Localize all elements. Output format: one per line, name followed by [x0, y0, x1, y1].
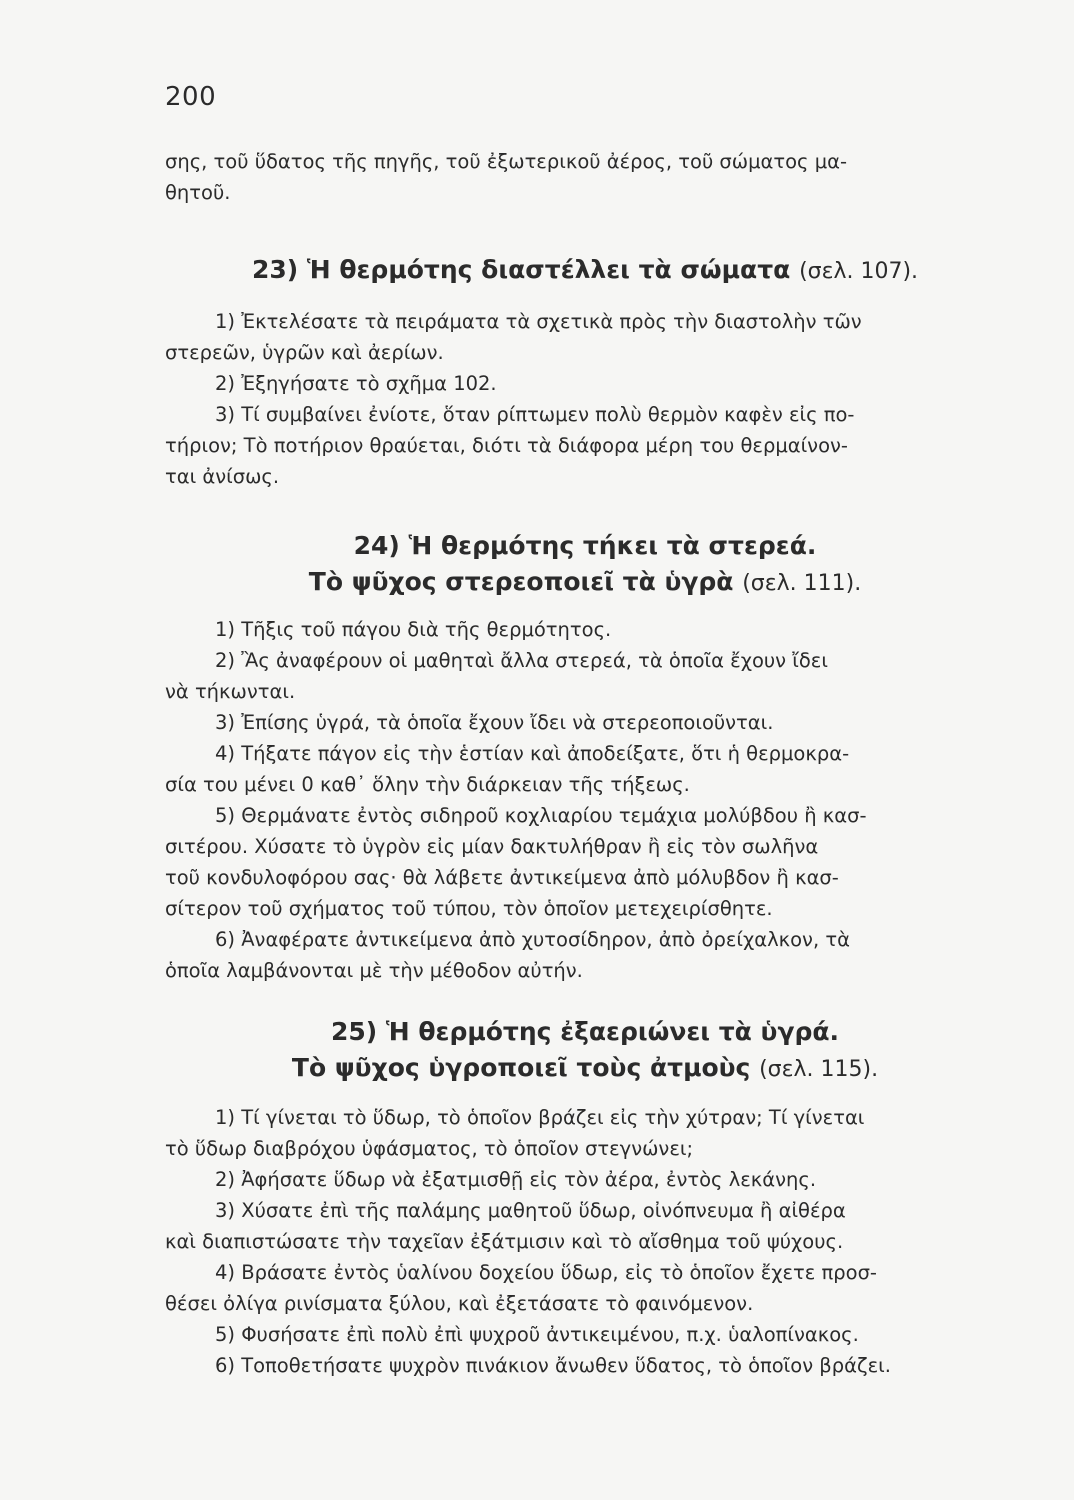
text-line: 5) Θερμάνατε ἐντὸς σιδηροῦ κοχλιαρίου τεμάχια μολύβδου ἢ κασ- [215, 804, 867, 827]
text-line: 3) Ἐπίσης ὑγρά, τὰ ὁποῖα ἔχουν ἴδει νὰ στερεοποιοῦνται. [215, 711, 774, 734]
list-item [165, 707, 1005, 738]
text-line: 6) Ἀναφέρατε ἀντικείμενα ἀπὸ χυτοσίδηρον, ἀπὸ ὀρείχαλκον, τὰ [215, 928, 850, 951]
section-23-title: 23) Ἡ θερμότης διαστέλλει τὰ σώματα [251, 255, 791, 284]
text-line: ται ἀνίσως. [165, 465, 280, 488]
section-23-ref: (σελ. 107). [799, 259, 919, 284]
section-24-ref: (σελ. 111). [742, 571, 862, 596]
text-line: 2) Ἂς ἀναφέρουν οἱ μαθηταὶ ἄλλα στερεά, τὰ ὁποῖα ἔχουν ἴδει [215, 649, 828, 672]
text-line: νὰ τήκωνται. [165, 680, 296, 703]
section-24-title-line1: 24) Ἡ θερμότης τήκει τὰ στερεά. [353, 531, 817, 560]
section-24-items [165, 614, 1005, 986]
section-23-items [165, 306, 1005, 492]
text-line: τοῦ κονδυλοφόρου σας· θὰ λάβετε ἀντικείμενα ἀπὸ μόλυβδον ἢ κασ- [165, 866, 839, 889]
text-line: θητοῦ. [165, 181, 231, 204]
list-item [165, 924, 1005, 986]
intro-paragraph [165, 146, 1005, 208]
list-item [165, 1195, 1005, 1257]
text-line: 2) Ἐξηγήσατε τὸ σχῆμα 102. [215, 372, 497, 395]
text-line: σιτέρου. Χύσατε τὸ ὑγρὸν εἰς μίαν δακτυλήθραν ἢ εἰς τὸν σωλῆνα [165, 835, 819, 858]
list-item [165, 1102, 1005, 1164]
text-line: στερεῶν, ὑγρῶν καὶ ἀερίων. [165, 341, 444, 364]
text-line: τήριον; Τὸ ποτήριον θραύεται, διότι τὰ διάφορα μέρη του θερμαίνον- [165, 434, 848, 457]
section-25-title-line2 [165, 1050, 1005, 1088]
text-line: τὸ ὕδωρ διαβρόχου ὑφάσματος, τὸ ὁποῖον στεγνώνει; [165, 1137, 694, 1160]
text-line: σης, τοῦ ὕδατος τῆς πηγῆς, τοῦ ἐξωτερικοῦ ἀέρος, τοῦ σώματος μα- [165, 150, 847, 173]
list-item [165, 1164, 1005, 1195]
section-25-items [165, 1102, 1005, 1381]
list-item [165, 614, 1005, 645]
text-line: 3) Τί συμβαίνει ἐνίοτε, ὅταν ρίπτωμεν πολὺ θερμὸν καφὲν εἰς πο- [215, 403, 855, 426]
text-line: 1) Ἐκτελέσατε τὰ πειράματα τὰ σχετικὰ πρὸς τὴν διαστολὴν τῶν [215, 310, 862, 333]
section-23-heading [165, 252, 1005, 290]
text-line: 1) Τῆξις τοῦ πάγου διὰ τῆς θερμότητος. [215, 618, 612, 641]
text-line: 6) Τοποθετήσατε ψυχρὸν πινάκιον ἄνωθεν ὕδατος, τὸ ὁποῖον βράζει. [215, 1354, 891, 1377]
page-number: 200 [165, 82, 217, 112]
text-line: 4) Βράσατε ἐντὸς ὑαλίνου δοχείου ὕδωρ, εἰς τὸ ὁποῖον ἔχετε προσ- [215, 1261, 877, 1284]
list-item [165, 1257, 1005, 1319]
text-line: 1) Τί γίνεται τὸ ὕδωρ, τὸ ὁποῖον βράζει εἰς τὴν χύτραν; Τί γίνεται [215, 1106, 865, 1129]
section-25-title-line1: 25) Ἡ θερμότης ἐξαεριώνει τὰ ὑγρά. [330, 1017, 840, 1046]
text-line: θέσει ὀλίγα ρινίσματα ξύλου, καὶ ἐξετάσατε τὸ φαινόμενον. [165, 1292, 754, 1315]
section-24-title2: Τὸ ψῦχος στερεοποιεῖ τὰ ὑγρὰ [308, 567, 734, 596]
list-item [165, 399, 1005, 492]
section-24-title-line2 [165, 564, 1005, 602]
text-line: σία του μένει 0 καθ᾽ ὅλην τὴν διάρκειαν τῆς τήξεως. [165, 773, 690, 796]
text-line: 5) Φυσήσατε ἐπὶ πολὺ ἐπὶ ψυχροῦ ἀντικειμένου, π.χ. ὑαλοπίνακος. [215, 1323, 859, 1346]
list-item [165, 800, 1005, 924]
text-line: σίτερον τοῦ σχήματος τοῦ τύπου, τὸν ὁποῖον μετεχειρίσθητε. [165, 897, 773, 920]
text-line: 3) Χύσατε ἐπὶ τῆς παλάμης μαθητοῦ ὕδωρ, οἰνόπνευμα ἢ αἰθέρα [215, 1199, 846, 1222]
list-item [165, 1350, 1005, 1381]
list-item [165, 368, 1005, 399]
text-line: καὶ διαπιστώσατε τὴν ταχεῖαν ἐξάτμισιν καὶ τὸ αἴσθημα τοῦ ψύχους. [165, 1230, 844, 1253]
list-item [165, 306, 1005, 368]
section-25-heading [165, 1014, 1005, 1088]
list-item [165, 645, 1005, 707]
text-line: ὁποῖα λαμβάνονται μὲ τὴν μέθοδον αὐτήν. [165, 959, 583, 982]
section-24-heading [165, 528, 1005, 602]
list-item [165, 1319, 1005, 1350]
list-item [165, 738, 1005, 800]
text-line: 4) Τήξατε πάγον εἰς τὴν ἑστίαν καὶ ἀποδείξατε, ὅτι ἡ θερμοκρα- [215, 742, 850, 765]
section-25-title2: Τὸ ψῦχος ὑγροποιεῖ τοὺς ἀτμοὺς [291, 1053, 751, 1082]
text-line: 2) Ἀφήσατε ὕδωρ νὰ ἐξατμισθῇ εἰς τὸν ἀέρα, ἐντὸς λεκάνης. [215, 1168, 817, 1191]
section-25-ref: (σελ. 115). [759, 1057, 879, 1082]
